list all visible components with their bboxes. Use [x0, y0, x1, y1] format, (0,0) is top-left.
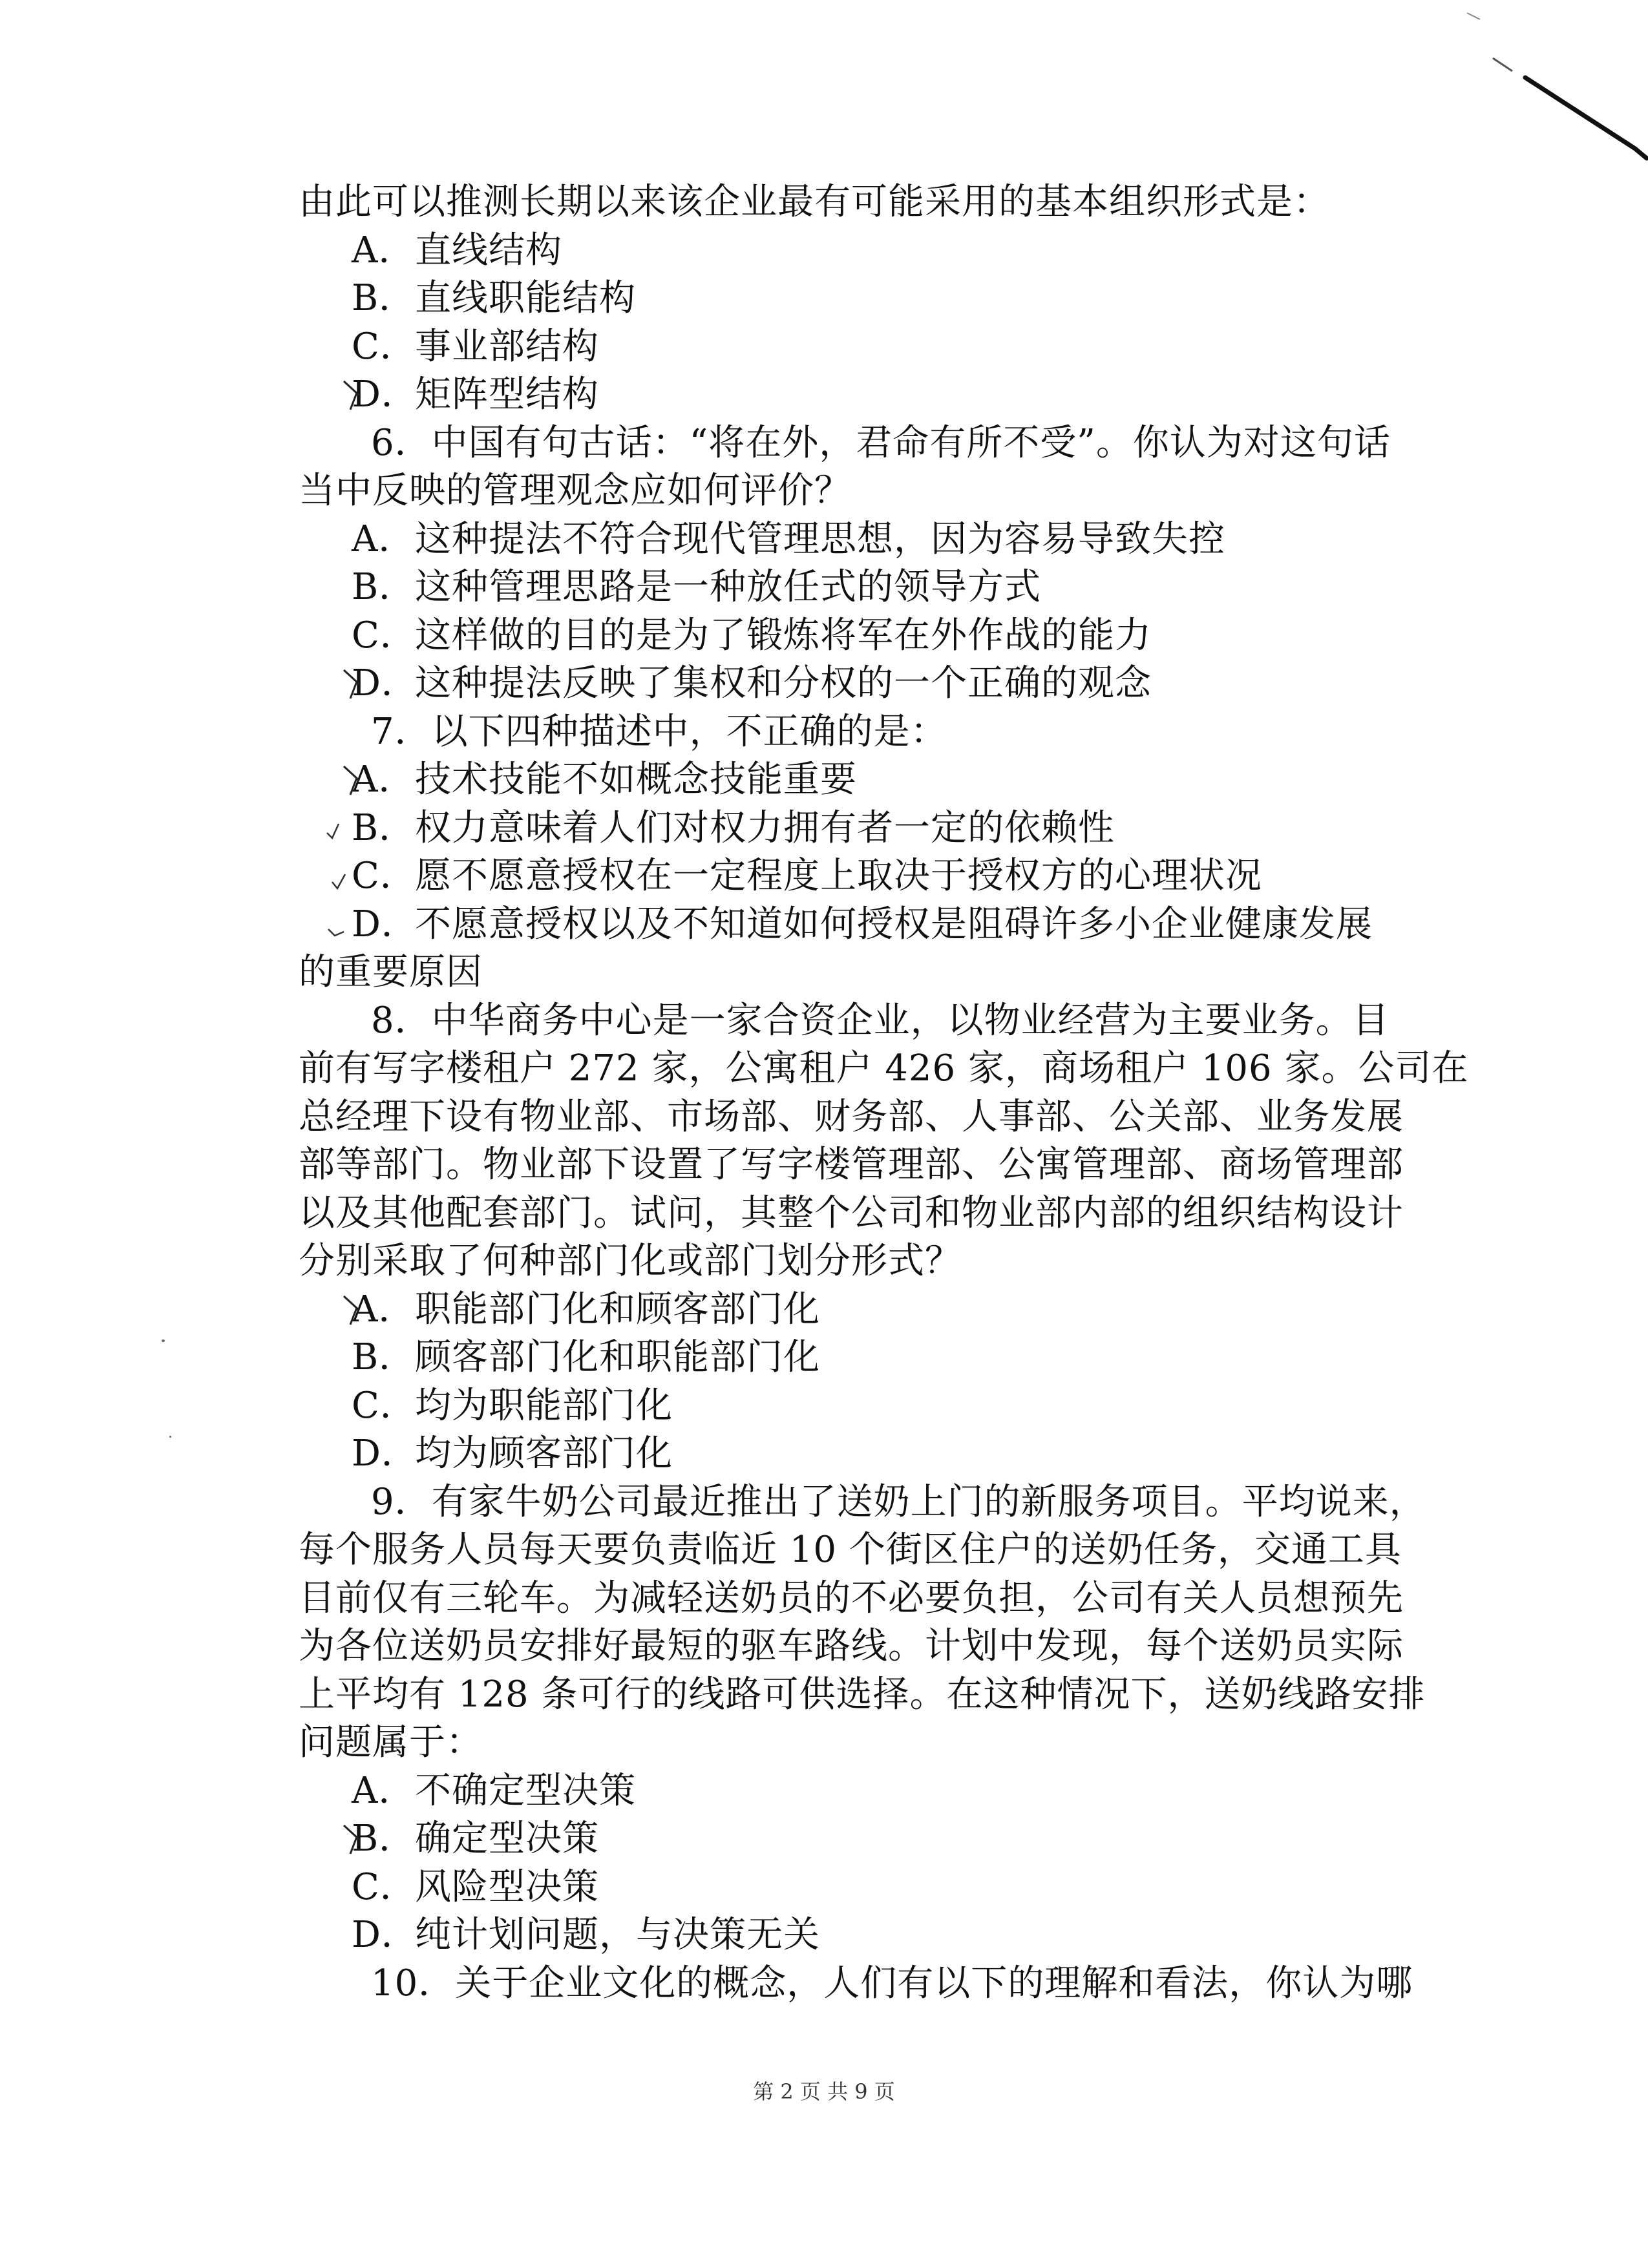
q8-stem-line4: 部等部门。物业部下设置了写字楼管理部、公寓管理部、商场管理部	[299, 1144, 1404, 1186]
check-mark-icon	[324, 811, 353, 850]
q8-stem-line3: 总经理下设有物业部、市场部、财务部、人事部、公关部、业务发展	[299, 1095, 1404, 1138]
option-text: 职能部门化和顾客部门化	[415, 1288, 820, 1330]
q9-option-b	[299, 1815, 1417, 1864]
q9-stem-line4: 为各位送奶员安排好最短的驱车路线。计划中发现，每个送奶员实际	[299, 1625, 1404, 1667]
option-text: 确定型决策	[415, 1818, 599, 1860]
option-letter: C．	[352, 1865, 417, 1908]
q5-option-c	[299, 323, 1417, 372]
q7-option-a	[299, 756, 1417, 804]
q8-stem-line6: 分别采取了何种部门化或部门划分形式？	[299, 1240, 962, 1282]
answer-mark-icon	[343, 376, 371, 415]
answer-mark-icon	[343, 761, 371, 800]
option-letter: D．	[352, 1433, 418, 1475]
option-text: 不确定型决策	[415, 1769, 636, 1812]
option-text: 均为职能部门化	[415, 1384, 673, 1427]
q8-stem-line1: 8．中华商务中心是一家合资企业，以物业经营为主要业务。目	[371, 999, 1389, 1042]
option-letter: D．	[352, 662, 418, 704]
option-text: 直线结构	[415, 229, 562, 271]
q7-option-d	[299, 901, 1417, 949]
answer-mark-icon	[343, 1820, 371, 1859]
option-text: 这种管理思路是一种放任式的领导方式	[415, 566, 1041, 608]
option-text: 这种提法反映了集权和分权的一个正确的观念	[415, 662, 1152, 704]
q6-option-b	[299, 563, 1417, 612]
q7-stem: 7．以下四种描述中，不正确的是：	[371, 710, 947, 753]
q5-option-b	[299, 275, 1417, 323]
option-text: 事业部结构	[415, 325, 599, 368]
option-letter: B．	[352, 806, 416, 849]
q9-stem-line2: 每个服务人员每天要负责临近 10 个街区住户的送奶任务，交通工具	[299, 1529, 1402, 1571]
answer-mark-icon	[343, 665, 371, 704]
q9-stem-line1: 9．有家牛奶公司最近推出了送奶上门的新服务项目。平均说来，	[371, 1480, 1426, 1523]
option-letter: B．	[352, 1336, 416, 1378]
q7-option-c	[299, 852, 1417, 901]
option-text: 愿不愿意授权在一定程度上取决于授权方的心理状况	[415, 855, 1262, 897]
option-text: 不愿意授权以及不知道如何授权是阻碍许多小企业健康发展	[415, 903, 1373, 945]
q6-stem-line1: 6．中国有句古话：“将在外，君命有所不受”。你认为对这句话	[371, 421, 1391, 464]
option-text: 风险型决策	[415, 1865, 599, 1908]
q9-option-d	[299, 1911, 1417, 1960]
option-text: 直线职能结构	[415, 277, 636, 319]
option-letter: C．	[352, 325, 417, 368]
answer-mark-icon	[343, 1291, 371, 1330]
option-text: 这样做的目的是为了锻炼将军在外作战的能力	[415, 614, 1152, 656]
option-text: 顾客部门化和职能部门化	[415, 1336, 820, 1378]
option-text: 权力意味着人们对权力拥有者一定的依赖性	[415, 806, 1115, 849]
q9-stem-line6: 问题属于：	[299, 1721, 483, 1763]
q5-option-a	[299, 227, 1417, 275]
option-text: 这种提法不符合现代管理思想，因为容易导致失控	[415, 518, 1225, 560]
option-letter: C．	[352, 855, 417, 897]
option-text: 矩阵型结构	[415, 373, 599, 415]
option-letter: B．	[352, 277, 416, 319]
scan-speck	[162, 1339, 165, 1342]
option-letter: A．	[352, 759, 416, 801]
option-letter: B．	[352, 1818, 416, 1860]
q5-option-d	[299, 371, 1417, 419]
scan-pen-stroke	[1441, 0, 1648, 168]
option-letter: C．	[352, 614, 417, 656]
q5-stem-tail: 由此可以推测长期以来该企业最有可能采用的基本组织形式是：	[299, 181, 1330, 223]
q6-stem-line2: 当中反映的管理观念应如何评价？	[299, 470, 851, 512]
q9-option-a	[299, 1767, 1417, 1816]
option-text: 均为顾客部门化	[415, 1433, 673, 1475]
q10-stem-line1: 10．关于企业文化的概念，人们有以下的理解和看法，你认为哪	[371, 1962, 1413, 2004]
option-letter: D．	[352, 373, 418, 415]
option-letter: A．	[352, 1769, 416, 1812]
scan-speck	[169, 1436, 171, 1438]
page-footer: 第 2 页 共 9 页	[753, 2079, 895, 2104]
option-text: 纯计划问题，与决策无关	[415, 1914, 820, 1956]
q9-stem-line3: 目前仅有三轮车。为减轻送奶员的不必要负担，公司有关人员想预先	[299, 1577, 1404, 1619]
q8-option-b	[299, 1334, 1417, 1382]
option-letter: A．	[352, 229, 416, 271]
q9-option-c	[299, 1864, 1417, 1912]
option-letter: D．	[352, 1914, 418, 1956]
option-letter: A．	[352, 1288, 416, 1330]
q8-option-a	[299, 1286, 1417, 1334]
q9-stem-line5: 上平均有 128 条可行的线路可供选择。在这种情况下，送奶线路安排	[299, 1673, 1426, 1716]
option-letter: C．	[352, 1384, 417, 1427]
q8-stem-line2: 前有写字楼租户 272 家，公寓租户 426 家，商场租户 106 家。公司在	[299, 1047, 1469, 1089]
exam-text	[299, 178, 1469, 2008]
option-letter: D．	[352, 903, 418, 945]
q7-option-d-continued: 的重要原因	[299, 951, 483, 993]
q6-option-a	[299, 516, 1417, 564]
q8-option-c	[299, 1382, 1417, 1431]
q7-option-b	[299, 804, 1417, 853]
q8-stem-line5: 以及其他配套部门。试问，其整个公司和物业部内部的组织结构设计	[299, 1192, 1404, 1234]
option-letter: A．	[352, 518, 416, 560]
q8-option-d	[299, 1430, 1417, 1478]
check-mark-icon	[330, 860, 358, 899]
q6-option-c	[299, 612, 1417, 660]
option-letter: B．	[352, 566, 416, 608]
check-mark-icon	[327, 907, 355, 946]
option-text: 技术技能不如概念技能重要	[415, 759, 857, 801]
q6-option-d	[299, 660, 1417, 708]
